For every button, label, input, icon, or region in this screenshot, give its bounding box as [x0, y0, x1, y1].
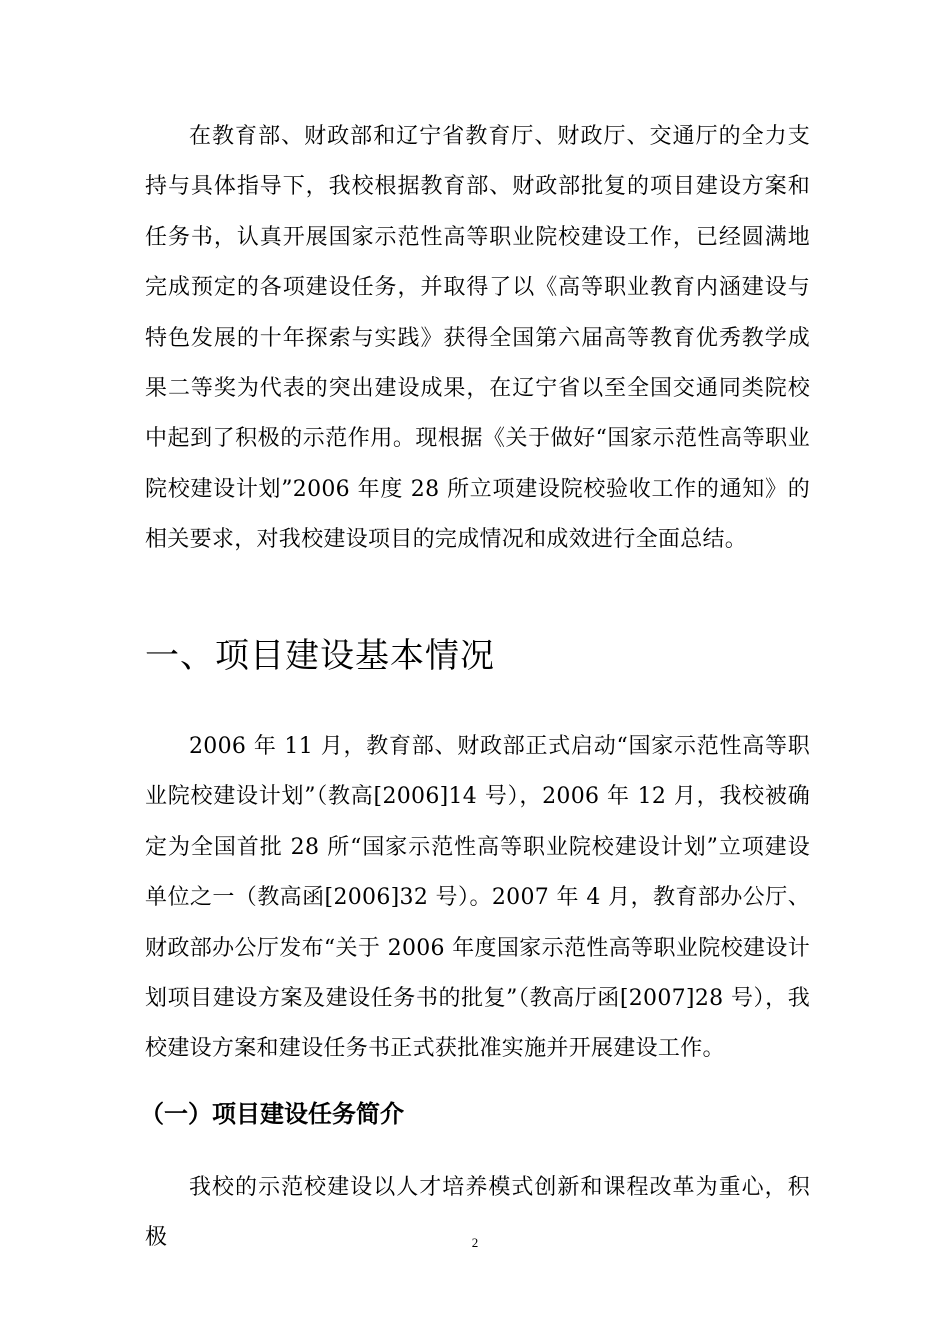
- intro-paragraph: 在教育部、财政部和辽宁省教育厅、财政厅、交通厅的全力支持与具体指导下，我校根据教育部、财政部批复的项目建设方案和任务书，认真开展国家示范性高等职业院校建设工作，已经圆满地完成预定的各项建设任务，并取得了以《高等职业教育内涵建设与特色发展的十年探索与实践》获得全国第六届高等教育优秀教学成果二等奖为代表的突出建设成果，在辽宁省以至全国交通同类院校中起到了积极的示范作用。现根据《关于做好“国家示范性高等职业院校建设计划”2006 年度 28 所立项建设院校验收工作的通知》的相关要求，对我校建设项目的完成情况和成效进行全面总结。: [145, 124, 810, 553]
- subsection-heading: （一）项目建设任务简介: [140, 1100, 404, 1128]
- section-heading: 一、项目建设基本情况: [145, 636, 495, 676]
- section-paragraph: 2006 年 11 月，教育部、财政部正式启动“国家示范性高等职业院校建设计划”（教高[2006]14 号），2006 年 12 月，我校被确定为全国首批 28 所“国家示范性高等职业院校建设计划”立项建设单位之一（教高函[2006]32 号）。2007 年 4 月，教育部办公厅、财政部办公厅发布“关于 2006 年度国家示范性高等职业院校建设计划项目建设方案及建设任务书的批复”（教高厅函[2007]28 号），我校建设方案和建设任务书正式获批准实施并开展建设工作。: [145, 734, 810, 1062]
- subsection-paragraph: 我校的示范校建设以人才培养模式创新和课程改革为重心，积极: [145, 1175, 810, 1251]
- page-number: 2: [471, 1235, 479, 1250]
